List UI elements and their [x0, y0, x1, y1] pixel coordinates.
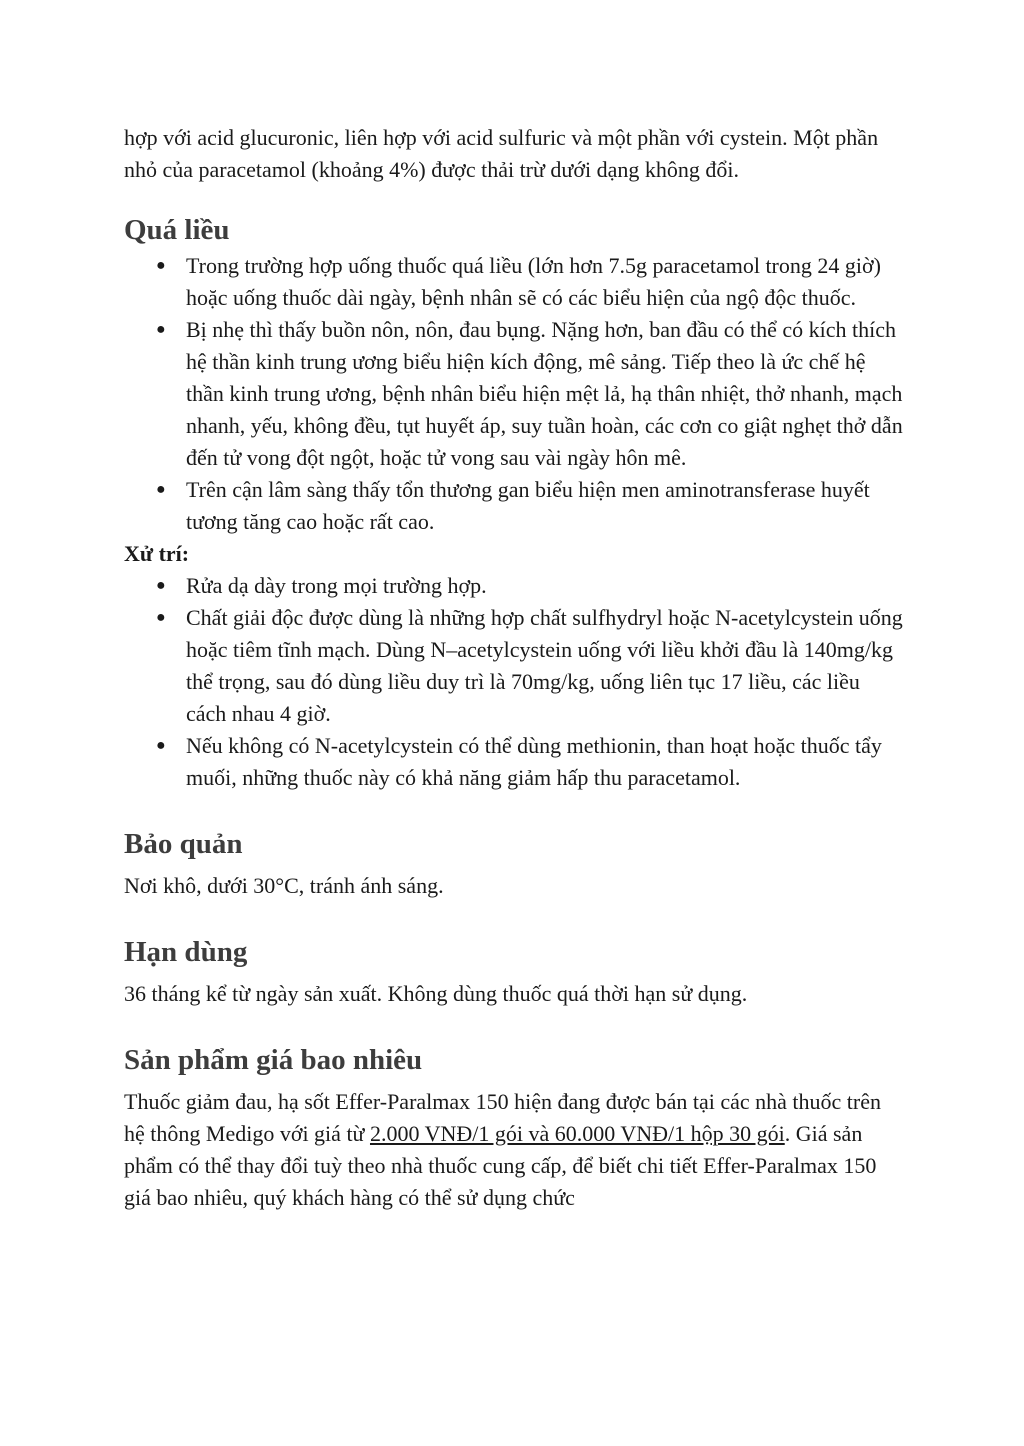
list-item: ● Rửa dạ dày trong mọi trường hợp.: [124, 570, 904, 602]
bullet-icon: ●: [156, 481, 166, 498]
list-item: ● Nếu không có N-acetylcystein có thể dùng methionin, than hoạt hoặc thuốc tẩy muối, những thuốc này có khả năng giảm hấp thu paracetamol.: [124, 730, 904, 794]
list-item: ● Trên cận lâm sàng thấy tổn thương gan biểu hiện men aminotransferase huyết tương tăng cao hoặc rất cao.: [124, 474, 904, 538]
bullet-icon: ●: [156, 737, 166, 754]
price-link[interactable]: 2.000 VNĐ/1 gói và 60.000 VNĐ/1 hộp 30 gói: [369, 1121, 785, 1146]
treatment-label: Xử trí:: [124, 541, 190, 566]
intro-paragraph: hợp với acid glucuronic, liên hợp với acid sulfuric và một phần với cystein. Một phần nhỏ của paracetamol (khoảng 4%) được thải trừ dưới dạng không đổi.: [124, 125, 879, 182]
treatment-list: [124, 570, 904, 794]
list-item: ● Trong trường hợp uống thuốc quá liều (lớn hơn 7.5g paracetamol trong 24 giờ) hoặc uống thuốc dài ngày, bệnh nhân sẽ có các biểu hiện của ngộ độc thuốc.: [124, 250, 904, 314]
overdose-heading: Quá liều: [124, 214, 230, 246]
expiry-paragraph: 36 tháng kể từ ngày sản xuất. Không dùng thuốc quá thời hạn sử dụng.: [124, 981, 748, 1006]
bullet-icon: ●: [156, 321, 166, 338]
price-paragraph: Thuốc giảm đau, hạ sốt Effer-Paralmax 150 hiện đang được bán tại các nhà thuốc trên hệ thông Medigo với giá từ 2.000 VNĐ/1 gói và 60.000 VNĐ/1 hộp 30 gói. Giá sản phẩm có thể thay đổi tuỳ theo nhà thuốc cung cấp, để biết chi tiết Effer-Paralmax 150 giá bao nhiêu, quý khách hàng có thể sử dụng chức: [124, 1089, 882, 1210]
expiry-heading: Hạn dùng: [124, 936, 248, 968]
bullet-icon: ●: [156, 609, 166, 626]
storage-paragraph: Nơi khô, dưới 30°C, tránh ánh sáng.: [124, 873, 444, 898]
bullet-icon: ●: [156, 257, 166, 274]
bullet-icon: ●: [156, 577, 166, 594]
price-heading: Sản phẩm giá bao nhiêu: [124, 1044, 423, 1076]
list-item: ● Chất giải độc được dùng là những hợp chất sulfhydryl hoặc N-acetylcystein uống hoặc tiêm tĩnh mạch. Dùng N–acetylcystein uống với liều khởi đầu là 140mg/kg thể trọng, sau đó dùng liều duy trì là 70mg/kg, uống liên tục 17 liều, các liều cách nhau 4 giờ.: [124, 602, 904, 730]
document-page: [124, 122, 904, 1214]
list-item: ● Bị nhẹ thì thấy buồn nôn, nôn, đau bụng. Nặng hơn, ban đầu có thể có kích thích hệ thần kinh trung ương biểu hiện kích động, mê sảng. Tiếp theo là ức chế hệ thần kinh trung ương, bệnh nhân biểu hiện mệt lả, hạ thân nhiệt, thở nhanh, mạch nhanh, yếu, không đều, tụt huyết áp, suy tuần hoàn, các cơn co giật nghẹt thở dẫn đến tử vong đột ngột, hoặc tử vong sau vài ngày hôn mê.: [124, 314, 904, 474]
storage-heading: Bảo quản: [124, 828, 243, 860]
overdose-list: [124, 250, 904, 538]
